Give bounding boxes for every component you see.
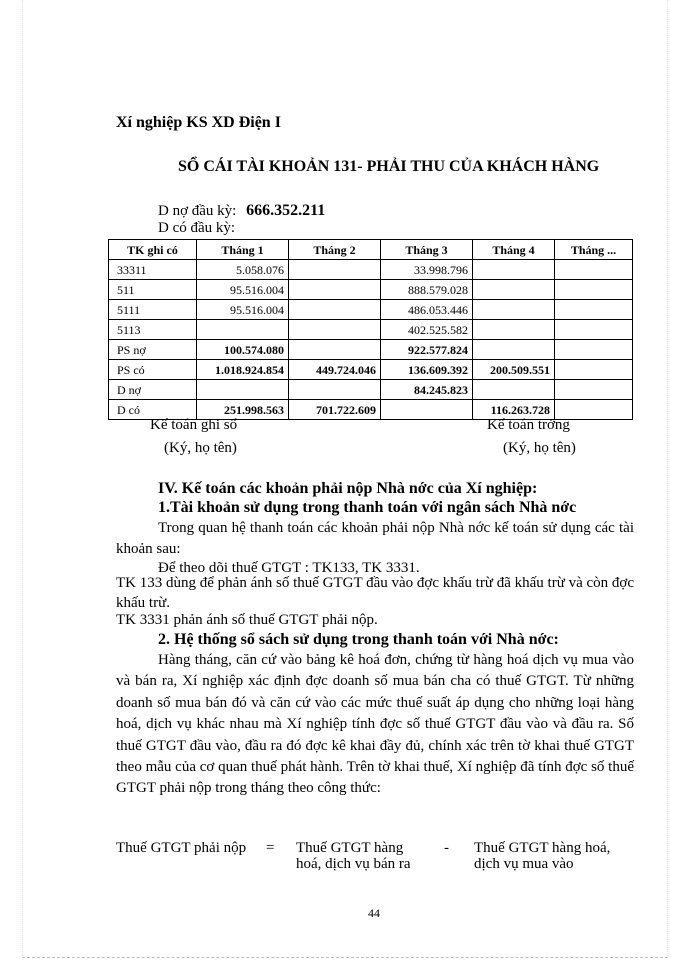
account-cell: 5113 [109,320,197,340]
value-cell [289,280,381,300]
formula-minus: - [444,840,449,856]
opening-debit [158,202,325,220]
value-cell: 33.998.796 [381,260,473,280]
value-cell [473,280,555,300]
section-heading-1: 1.Tài khoản sử dụng trong thanh toán với ngân sách Nhà nớc [158,499,577,516]
table-row [109,380,633,400]
value-cell [289,380,381,400]
value-cell: 402.525.582 [381,320,473,340]
value-cell [381,400,473,420]
value-cell: 486.053.446 [381,300,473,320]
value-cell [473,320,555,340]
ledger-title: SỔ CÁI TÀI KHOẢN 131- PHẢI THU CỦA KHÁCH HÀNG [178,158,600,175]
page-number: 44 [368,906,380,920]
table-row [109,300,633,320]
value-cell: 888.579.028 [381,280,473,300]
account-cell: D nợ [109,380,197,400]
table-row [109,260,633,280]
paragraph-vat-process: Hàng tháng, căn cứ vào bảng kê hoá đơn, chứng từ hàng hoá dịch vụ mua vào và bán ra, Xí nghiệp xác định đợc doanh số mua bán cha có thuế GTGT. Từ những doanh số mua bán đó và căn cứ vào các mức thuế suất áp dụng cho những loại hàng hoá, dịch vụ khác nhau mà Xí nghiệp tính đợc số thuế GTGT đầu vào và đầu ra. Số thuế GTGT đầu vào, đầu ra đó đợc kê khai đầy đủ, chính xác trên tờ khai thuế GTGT theo mẫu của cơ quan thuế phát hành. Trên tờ khai thuế, Xí nghiệp đã tính đợc số thuế GTGT phải nộp trong tháng theo công thức: [116,652,634,797]
header-cell: Tháng 2 [289,240,381,260]
company-name: Xí nghiệp KS XD Điện I [116,114,281,131]
header-cell: TK ghi có [109,240,197,260]
value-cell: 1.018.924.854 [197,360,289,380]
value-cell: 449.724.046 [289,360,381,380]
ledger-table [108,239,633,420]
header-cell: Tháng ... [555,240,633,260]
value-cell [555,320,633,340]
signature-right-title: Kế toán trởng [487,417,570,433]
value-cell [555,340,633,360]
value-cell [473,380,555,400]
value-cell: 116.263.728 [473,400,555,420]
account-cell: PS có [109,360,197,380]
opening-debit-label: D nợ đầu kỳ: [158,203,237,219]
opening-debit-value: 666.352.211 [246,202,326,219]
value-cell [473,340,555,360]
value-cell [289,320,381,340]
signature-right-sub: (Ký, họ tên) [503,440,576,456]
value-cell [555,300,633,320]
page-border [22,0,668,958]
table-row [109,360,633,380]
opening-credit-label: D có đầu kỳ: [158,220,236,236]
signature-left-sub: (Ký, họ tên) [164,440,237,456]
signature-left-title: Kế toán ghi sổ [150,417,238,433]
header-cell: Tháng 1 [197,240,289,260]
formula-term1-line1: Thuế GTGT hàng [296,840,404,856]
table-row [109,340,633,360]
value-cell: 922.577.824 [381,340,473,360]
formula-term2-line1: Thuế GTGT hàng hoá, [474,840,611,856]
value-cell [289,300,381,320]
value-cell: 5.058.076 [197,260,289,280]
section-heading-iv: IV. Kế toán các khoản phải nộp Nhà nớc của Xí nghiệp: [158,480,538,497]
value-cell [555,280,633,300]
paragraph-tk133: TK 133 dùng để phản ánh số thuế GTGT đầu vào đợc khấu trừ đã khấu trừ và còn đợc khấu trừ. [116,575,634,611]
table-header-row [109,240,633,260]
header-cell: Tháng 4 [473,240,555,260]
value-cell: 251.998.563 [197,400,289,420]
value-cell: 100.574.080 [197,340,289,360]
value-cell [555,360,633,380]
value-cell [473,300,555,320]
account-cell: D có [109,400,197,420]
value-cell: 95.516.004 [197,300,289,320]
header-cell: Tháng 3 [381,240,473,260]
value-cell: 136.609.392 [381,360,473,380]
paragraph-accounts-intro: Trong quan hệ thanh toán các khoản phải nộp Nhà nớc kế toán sử dụng các tài khoản sau: [116,520,634,557]
account-cell: 5111 [109,300,197,320]
value-cell [555,260,633,280]
paragraph-vat-accounts: Để theo dõi thuế GTGT : TK133, TK 3331. [158,560,420,576]
value-cell [289,260,381,280]
paragraph-tk3331: TK 3331 phản ánh số thuế GTGT phải nộp. [116,612,378,628]
value-cell [289,340,381,360]
value-cell: 701.722.609 [289,400,381,420]
formula-term2-line2: dịch vụ mua vào [474,856,574,872]
formula-equals: = [266,840,275,856]
value-cell: 95.516.004 [197,280,289,300]
value-cell [555,380,633,400]
value-cell: 84.245.823 [381,380,473,400]
account-cell: 511 [109,280,197,300]
value-cell: 200.509.551 [473,360,555,380]
value-cell [473,260,555,280]
section-heading-2: 2. Hệ thống sổ sách sử dụng trong thanh toán với Nhà nớc: [158,631,559,648]
value-cell [197,320,289,340]
table-row [109,320,633,340]
table-row [109,280,633,300]
formula-term1-line2: hoá, dịch vụ bán ra [296,856,411,872]
formula-lhs: Thuế GTGT phải nộp [116,840,247,856]
account-cell: PS nợ [109,340,197,360]
value-cell [197,380,289,400]
account-cell: 33311 [109,260,197,280]
